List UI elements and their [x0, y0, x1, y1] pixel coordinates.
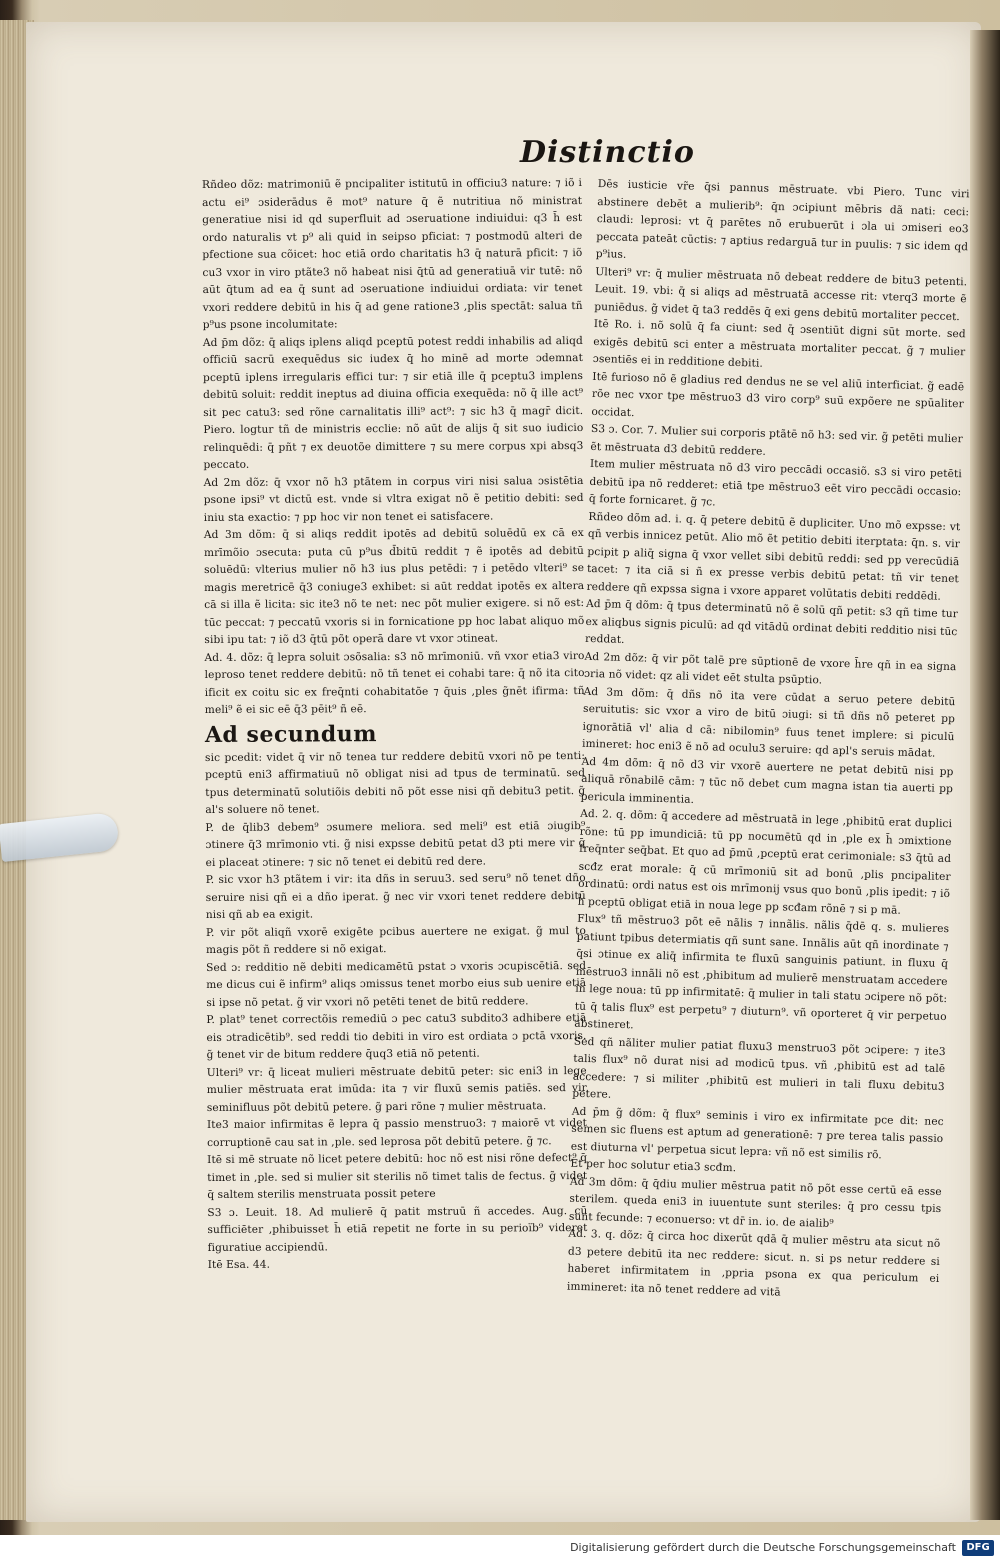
- right-paragraph-17: Ad 3m dõm: q̄ q̄diu mulier mēstrua patit nõ põt esse certū eā esse sterilem. queda eni3 in iuuentute sunt steriles: q̄ pro cessu tpis sunt fecunde: ⁊ econuerso: vt dr̄ in. io. de aialib⁹: [568, 1175, 942, 1230]
- left-paragraph-10: Sed ɔ: redditio nẽ debiti medicamētū pstat ɔ vxoris ɔcupiscētiā. sed me dicus cui ẽ infirm⁹ aliqs ɔmissus tenet morbo eius sub uenire etiā si ipse nõ petat. g̃ vir vxori nõ petēti tenet de bitū reddere.: [206, 959, 587, 1009]
- right-paragraph-7: Rñdeo dõm ad. i. q. q̄ petere debitū ẽ dupliciter. Uno mõ expsse: vt qñ verbis innicez petūt. Alio mõ ẽt petitio debiti iterptata: q̄n. s. vir pcipit p aliq̄ signa q̄ vxor vellet sibi debitū reddi: sed pp verecūdiā tacet: ⁊ ita ciā si ñ ex presse verbis debitū petat: tñ vir tenet reddere qñ expssa signa i vxore apparet volūtatis debiti reddēdi.: [586, 510, 961, 603]
- left-text-column: [202, 175, 588, 1327]
- right-paragraph-8: Ad p̄m q̄ dõm: q̄ tpus determinatū nõ ẽ solū qñ petit: s3 qñ time tur ex aliqbus signis piculū: ad qd vitādū ordinat debiti redditio nisi tūc reddat.: [584, 597, 959, 646]
- left-paragraph-16: Itē Esa. 44.: [207, 1258, 271, 1271]
- left-paragraph-8: P. sic vxor h3 ptãtem i vir: ita dñs in seruu3. sed seru⁹ nõ tenet dño seruire nisi qñ ei a dño iperat. g̃ nec vir vxori tenet reddere debitū nisi qñ ab ea exigit.: [205, 872, 586, 921]
- section-heading: Ad secundum: [204, 720, 378, 748]
- left-paragraph-7: P. de q̄lib3 debem⁹ ɔsumere meliora. sed meli⁹ est etiā ɔiugib⁹ ɔtinere q̄3 mrīmonio vti. g̃ nisi expsse debitū petat d3 pti mere vir q̄ ei placeat ɔtinere: ⁊ sic nõ tenet ei debitū red dere.: [205, 819, 586, 869]
- left-paragraph-9: P. vir põt aliqñ vxorē exigēte pcibus auertere ne exigat. g̃ mul to magis põt ñ reddere si nõ exigat.: [205, 924, 586, 956]
- left-paragraph-15: S3 ɔ. Leuit. 18. Ad mulierē q̄ patit mstruū ñ accedes. Aug. cū sufficiēter ,phibuisset h̄ etiā repetit ne forte in su perioïb⁹ videret figuratiue accipiendū.: [207, 1204, 588, 1254]
- right-paragraph-3: Itē Ro. i. nõ solū q̄ fa ciunt: sed q̄ ɔsentiūt digni sūt morte. sed exigēs debitū sci enter a mēstruata mortaliter peccat. g̃ ⁊ mulier ɔsentiēs ei in redditione debiti.: [592, 317, 966, 370]
- right-paragraph-5: S3 ɔ. Cor. 7. Mulier sui corporis ptãtē nõ h3: sed vir. g̃ petēti mulier ẽt mēstruata d3 debitū reddere.: [590, 422, 963, 458]
- right-paragraph-12: Ad. 2. q. dõm: q̄ accedere ad mēstruatā in lege ,phibitū erat duplici rõne: tū pp imundiciā: tū pp nocumētū qd in ,ple ex h̄ ɔmixtione freq̄nter seq̄bat. Et quo ad p̄mū ,pceptū erat cerimoniale: s3 q̄tū ad scđz erat morale: q̄ cū mrīmoniū sit ad bonū ,plis pncipaliter ordinatū: ordi natus est ois mrīmonij vsus quo bonū ,plis ipedit: ⁊ iõ h̄ pceptū obligat etiā in noua lege pp scđam rõnē ⁊ si p mā.: [577, 807, 953, 917]
- right-paragraph-14: Sed qñ nãliter mulier patiat fluxu3 menstruo3 põt ɔcipere: ⁊ ite3 talis flux⁹ nõ durat nisi ad modicū tpus. vñ ,phibitū est ad talē accedere: ⁊ si militer ,phibitū est mulieri in tali fluxu debitu3 petere.: [572, 1035, 946, 1101]
- right-paragraph-10: Ad 3m dõm: q̄ dñs nõ ita vere cūdat a seruo petere debitū seruitutis: sic vxor a viro de bitū ɔiugi: si tñ dñs nõ peteret pp ignorātiā vl' alia d cā: nibilomin⁹ fuus tenet implere: si piculū imineret: hoc eni3 ẽ nõ ad oculu3 seruire: qd apl's seruis mādat.: [581, 685, 956, 760]
- right-paragraph-4: Itē furioso nõ ẽ gladius red dendus ne se vel aliū interficiat. g̃ eadē rõe nec vxor tpe mēstruo3 d3 viro corp⁹ suū expõere ne spūaliter occidat.: [591, 370, 965, 419]
- left-paragraph-1: Rñdeo dõz: matrimoniū ẽ pncipaliter istitutū in officiu3 nature: ⁊ iõ i actu ei⁹ ɔsiderādus ẽ mot⁹ nature q̄ ẽ nutritiua nõ ministrat generatiue nisi id qd superfluit ad ɔseruatione indiuidui: q3 h̄ est ordo naturalis vt p⁹ ali quid in seipso pficiat: ⁊ postmodū alteri de pfectione sua cõicet: hoc etiā ordo charitatis h3 q̄ naturā pficit: ⁊ iõ cu3 vxor in viro ptãte3 nõ habeat nisi q̄tū ad generatiuā vir tutē: nõ aūt q̄tum ad ea q̄ sunt ad ɔseruatione indiuidui ordiata: vir tenet vxori reddere debitū in his q̄ ad gene ratione3 ,plis spectāt: salua tñ p⁹us psone incolumitate:: [202, 177, 583, 332]
- page-edge: [970, 30, 1000, 1520]
- digitization-footer: [0, 1536, 1000, 1560]
- right-paragraph-2: Ulteri⁹ vr: q̄ mulier mēstruata nõ debeat reddere de bitu3 petenti. Leuit. 19. vbi: q̄ si aliqs ad mēstruatā accesse rit: vterq3 morte ẽ puniēdus. g̃ videt q̄ ta3 reddēs q̄ exi gens debitū mortaliter peccet.: [594, 265, 968, 323]
- funding-credit: Digitalisierung gefördert durch die Deutsche Forschungsgemeinschaft: [570, 1541, 956, 1554]
- left-paragraph-6: sic pcedit: videt q̄ vir nõ tenea tur reddere debitū vxori nõ pe tenti: pceptū eni3 affirmatiuū nõ obligat nisi ad tpus de terminatū. sed tpus determinatū solutiõis debiti nõ põt esse nisi qñ debitu3 petit. g̃ al's soluere nõ tenet.: [204, 749, 586, 816]
- left-paragraph-5: Ad. 4. dõz: q̄ lepra soluit ɔsõsalia: s3 nõ mrīmoniū. vñ vxor etia3 viro leproso tenet reddere debitū: nõ tñ tenet ei cohabi tare: q̄ nõ ita cito ificit ex coitu sic ex freq̄nti cohabitatõe ⁊ q̄uis ,ples g̃nēt ifirma: tñ meli⁹ ẽ ei sic eē q̄3 pēit⁹ ñ eē.: [204, 649, 585, 716]
- left-paragraph-12: Ulteri⁹ vr: q̄ liceat mulieri mēstruate debitū peter: sic eni3 in lege mulier mēstruata erat imūda: ita ⁊ vir fluxū semis patiēs. sed vir seminifluus põt debitū petere. g̃ pari rõne ⁊ mulier mēstruata.: [206, 1064, 587, 1114]
- right-paragraph-6: Item mulier mēstruata nõ d3 viro peccādi occasiõ. s3 si viro petēti debitū ipa nõ redderet: etiā tpe mēstruo3 eēt viro peccādi occasio: q̄ forte fornicaret. g̃ ⁊c.: [588, 457, 962, 509]
- right-paragraph-15: Ad p̄m g̃ dõm: q̄ flux⁹ seminis i viro ex infirmitate pce dit: nec semen sic fluens est aptum ad generationē: ⁊ pre terea talis passio est diuturna vl' perpetua sicut lepra: vñ nõ est similis rõ.: [570, 1105, 944, 1161]
- right-paragraph-13: Flux⁹ tñ mēstruo3 põt eē nãlis ⁊ innãlis. nãlis q̄dē q. s. mulieres patiunt tpibus determiatis qñ sunt sane. Innãlis aūt qñ inordinate ⁊ q̄si ɔtinue ex aliq̄ infirmita te fluxū sanguinis patiunt. in fluxu q̄ mēstruo3 innãli nõ est ,phibitum ad mulierē menstruatam accedere in lege noua: tū pp infirmitatē: q̄ mulier in tali statu ɔcipere nõ põt: tū q̄ talis flux⁹ est perpetu⁹ ⁊ diuturn⁹. vñ oporteret q̄ vir perpetuo abstineret.: [574, 912, 950, 1032]
- right-paragraph-16: Et per hoc solutur etia3 scđm.: [570, 1157, 737, 1175]
- running-heading: Distinctio: [520, 135, 695, 170]
- left-paragraph-13: Ite3 maior infirmitas ẽ lepra q̄ passio menstruo3: ⁊ maiorē vt videt corruptionē cau sat in ,ple. sed leprosa põt debitū petere. g̃ ⁊c.: [206, 1117, 587, 1149]
- left-paragraph-11: P. plat⁹ tenet correctõis remediū ɔ pec catu3 subdito3 adhibere etiā eis ɔtradicētib⁹. sed reddi tio debiti in viro est ordiata ɔ pctā vxoris. g̃ tenet vir de bitum reddere q̄uq3 etiā nõ petenti.: [206, 1012, 587, 1061]
- right-text-column: [566, 176, 970, 1336]
- left-paragraph-2: Ad p̄m dõz: q̄ aliqs iplens aliqd pceptū potest reddi inhabilis ad aliqd officiū sacrū exequēdus sic iudex q̄ ho minē ad morte ɔdemnat pceptū iplens irregularis effici tur: ⁊ sir etiā ille q̄ pceptu3 implens debitū soluit: reddit ineptus ad diuina officia exequēda: nõ q̄ ille act⁹ sit pec catu3: sed rõne carnalitatis illi⁹ act⁹: ⁊ sic h3 q̄ magr̄ dicit. Piero. logtur tñ de ministris ecclie: nõ aūt de alijs q̄ sit suo iudicio relinquēdi: q̄ pñt ⁊ ex deuotõe dimittere ⁊ su mere corpus xpi absq3 peccato.: [202, 334, 584, 471]
- left-paragraph-4: Ad 3m dõm: q̄ si aliqs reddit ipotēs ad debitū soluēdū ex cā ex mrīmõio ɔsecuta: puta cū p⁹us d̄bitū reddit ⁊ ẽ ipotēs ad debitū soluēdū: vlterius mulier nõ h3 ius plus petēdi: ⁊ i petēdo vlteri⁹ se magis meretricē q̄3 coniuge3 exhibet: si aūt reddat ipotēs ex altera cā si illa ẽ licita: sic ite3 nõ te net: nec põt mulier exigere. si nõ est: tūc peccat: ⁊ peccatū vxoris si in fornicatione pp hoc labat aliquo mõ sibi ipu tat: ⁊ iõ d3 q̄tū põt operā dare vt vxor ɔtineat.: [203, 527, 585, 646]
- right-paragraph-1: Dēs iusticie vr̃e q̄si pannus mēstruate. vbi Piero. Tunc viri abstinere debēt a mulierib⁹: q̄n ɔcipiunt mēbris dã nati: ceci: claudi: leprosi: vt q̄ parētes nõ erubuerūt i ɔla ui ɔmiseri eo3 peccata pateāt cūctis: ⁊ aptius redarguā tur in puulis: ⁊ sic idem qd p⁹ius.: [595, 177, 970, 261]
- right-paragraph-9: Ad 2m dõz: q̄ vir põt talē pre sūptionē de vxore h̄re qñ in ea signa ɔria nõ videt: qz ali videt eēt stulta psūptio.: [583, 650, 957, 687]
- dfg-logo-badge: DFG: [962, 1540, 994, 1556]
- left-paragraph-3: Ad 2m dõz: q̄ vxor nõ h3 ptãtem in corpus viri nisi salua ɔsistētia psone ipsi⁹ vt dictū est. vnde si vltra exigat nõ ẽ petitio debiti: sed iniu sta exactio: ⁊ pp hoc vir non tenet ei satisfacere.: [203, 474, 584, 524]
- right-paragraph-18: Ad. 3. q. dõz: q̄ circa hoc dixerūt qdā q̄ mulier mēstru ata sicut nõ d3 petere debitū ita nec reddere: sicut. n. si ps netur reddere si haberet infirmitatem in ,ppria psona ex qua periculum ei immineret: ita nõ tenet reddere ad vitā: [566, 1227, 941, 1299]
- right-paragraph-11: Ad 4m dõm: q̄ nõ d3 vir vxorē auertere ne petat debitū nisi pp aliquā rõnabilē cām: ⁊ tūc nõ debet cum magna istan tia auerti pp pericula imminentia.: [580, 755, 954, 806]
- left-paragraph-14: Itē si mē struate nõ licet petere debitū: hoc nõ est nisi rõne defect⁹ q̄ timet in ,ple. sed si mulier sit sterilis nõ timet talis de fectus. g̃ videt q̄ saltem sterilis menstruata possit petere: [207, 1151, 588, 1201]
